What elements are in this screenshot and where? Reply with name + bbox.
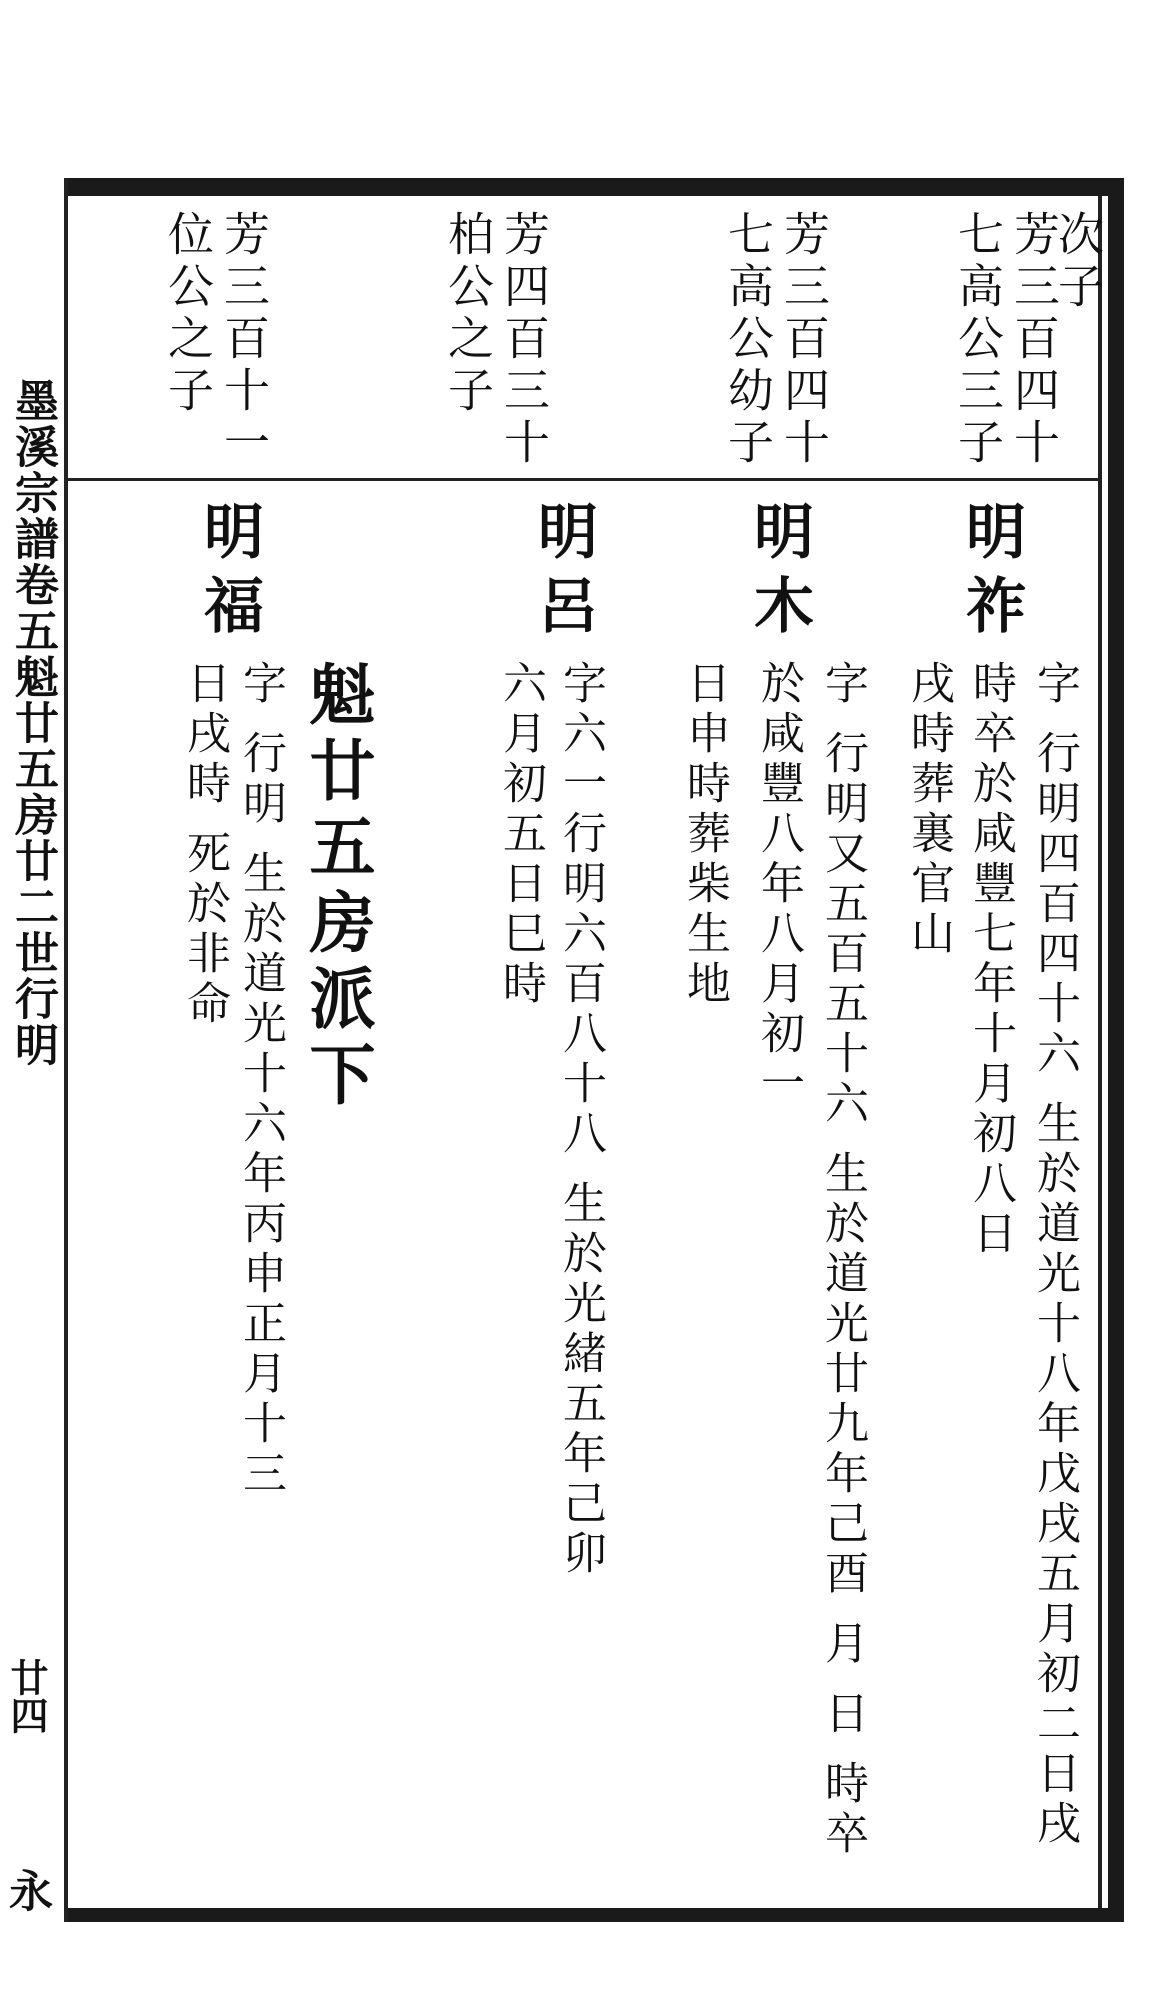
entry-detail: 日戌時 死於非命 — [179, 660, 230, 1030]
entry-name: 明木 — [744, 500, 814, 648]
entry-name: 明呂 — [528, 500, 598, 648]
ancestry-line: 芳三百四十七高公三子 — [951, 210, 1061, 470]
entry-detail: 字 行明四百四十六 生於道光十八年戊戌五月初二日戌時卒於咸豐七年十月初八日 — [965, 660, 1080, 1850]
entry-detail: 字 行明 生於道光十六年丙申正月十三 — [235, 660, 286, 1500]
entry-detail: 日申時葬柴生地 — [679, 660, 730, 1010]
page-frame-right — [1108, 178, 1124, 1922]
ancestry-line: 芳四百三十柏公之子 — [441, 210, 551, 470]
page-frame-bottom — [0, 1908, 1124, 1922]
entry-name: 明福 — [194, 500, 264, 648]
hall-name: 永 — [1, 1868, 52, 1912]
entry-name: 明祚 — [956, 500, 1026, 648]
margin-strip — [0, 178, 68, 1922]
volume-label: 卷五 — [7, 562, 58, 654]
entry-detail: 六月初五日巳時 — [495, 660, 546, 1010]
book-title-text: 墨溪宗譜 — [7, 378, 58, 562]
book-title — [6, 378, 58, 1068]
section-label: 魁廿五房廿二世行明 — [7, 654, 58, 1068]
ancestry-line: 芳三百十一位公之子 — [161, 210, 271, 470]
horizontal-divider — [64, 478, 1098, 481]
entry-detail: 字 行明又五百五十六 生於道光廿九年己酉 月 日 時卒於咸豐八年八月初一 — [753, 660, 868, 1860]
page-frame-top — [0, 178, 1124, 196]
page-frame-inner-rule — [1098, 196, 1102, 1908]
ancestry-line: 芳三百四十七高公幼子 — [721, 210, 831, 470]
ancestry-line: 次子 — [1051, 210, 1105, 314]
section-heading: 魁廿五房派下 — [298, 660, 376, 1116]
entry-detail: 字六一行明六百八十八 生於光緒五年己卯 — [555, 660, 606, 1580]
entry-detail: 戌時葬裏官山 — [903, 660, 954, 960]
page-number: 廿四 — [4, 1658, 49, 1734]
